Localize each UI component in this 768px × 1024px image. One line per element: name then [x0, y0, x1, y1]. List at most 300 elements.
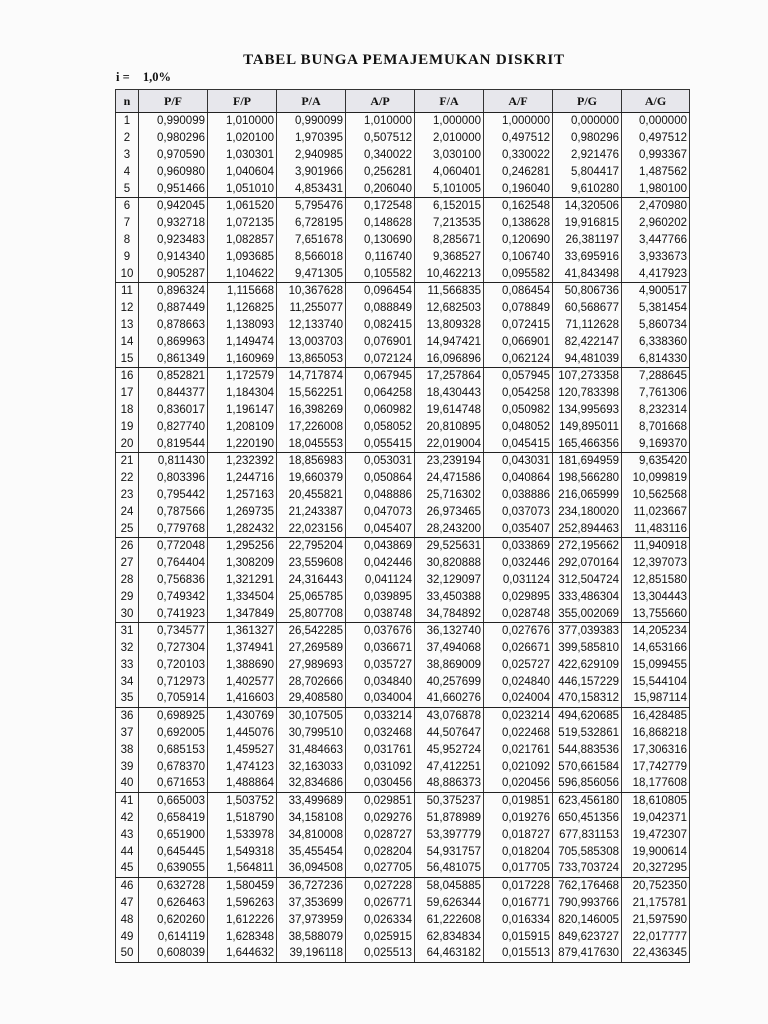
factor-cell: 446,157229	[553, 673, 622, 690]
factor-cell: 0,905287	[139, 265, 208, 282]
factor-cell: 0,053031	[346, 452, 415, 469]
period-cell: 43	[116, 826, 139, 843]
factor-cell: 0,990099	[139, 113, 208, 130]
factor-cell: 0,029895	[484, 588, 553, 605]
factor-cell: 0,942045	[139, 197, 208, 214]
factor-cell: 355,002069	[553, 605, 622, 622]
table-row	[116, 215, 690, 232]
factor-cell: 0,787566	[139, 503, 208, 520]
factor-cell: 0,914340	[139, 248, 208, 265]
factor-cell: 0,665003	[139, 792, 208, 809]
factor-cell: 26,381197	[553, 232, 622, 249]
factor-cell: 0,340022	[346, 147, 415, 164]
factor-cell: 1,533978	[208, 826, 277, 843]
factor-cell: 0,658419	[139, 810, 208, 827]
factor-cell: 1,347849	[208, 605, 277, 622]
factor-cell: 134,995693	[553, 402, 622, 419]
period-cell: 23	[116, 487, 139, 504]
factor-cell: 0,017228	[484, 877, 553, 894]
factor-cell: 71,112628	[553, 317, 622, 334]
factor-cell: 0,037073	[484, 503, 553, 520]
column-header: P/F	[139, 90, 208, 113]
factor-cell: 14,947421	[415, 333, 484, 350]
factor-cell: 21,597590	[622, 911, 690, 928]
factor-cell: 494,620685	[553, 707, 622, 724]
factor-cell: 820,146005	[553, 911, 622, 928]
factor-cell: 1,010000	[346, 113, 415, 130]
factor-cell: 1,564811	[208, 860, 277, 877]
table-row	[116, 555, 690, 572]
period-cell: 15	[116, 350, 139, 367]
period-cell: 48	[116, 911, 139, 928]
factor-cell: 0,026671	[484, 640, 553, 657]
factor-cell: 20,752350	[622, 877, 690, 894]
factor-cell: 0,016771	[484, 895, 553, 912]
period-cell: 45	[116, 860, 139, 877]
table-header-row	[116, 90, 690, 113]
factor-cell: 13,304443	[622, 588, 690, 605]
factor-cell: 2,470980	[622, 197, 690, 214]
period-cell: 1	[116, 113, 139, 130]
table-row	[116, 928, 690, 945]
factor-cell: 0,047073	[346, 503, 415, 520]
factor-cell: 24,471586	[415, 470, 484, 487]
factor-cell: 0,852821	[139, 367, 208, 384]
table-row	[116, 690, 690, 707]
factor-cell: 0,980296	[139, 130, 208, 147]
factor-cell: 0,020456	[484, 775, 553, 792]
factor-cell: 0,764404	[139, 555, 208, 572]
factor-cell: 16,428485	[622, 707, 690, 724]
factor-cell: 7,288645	[622, 367, 690, 384]
factor-cell: 17,257864	[415, 367, 484, 384]
factor-cell: 0,041124	[346, 572, 415, 589]
factor-cell: 25,716302	[415, 487, 484, 504]
factor-cell: 41,660276	[415, 690, 484, 707]
factor-cell: 19,900614	[622, 843, 690, 860]
column-header: F/P	[208, 90, 277, 113]
factor-cell: 13,865053	[277, 350, 346, 367]
factor-cell: 149,895011	[553, 418, 622, 435]
factor-cell: 0,727304	[139, 640, 208, 657]
factor-cell: 0,678370	[139, 758, 208, 775]
factor-cell: 12,851580	[622, 572, 690, 589]
factor-cell: 0,031092	[346, 758, 415, 775]
factor-cell: 677,831153	[553, 826, 622, 843]
factor-cell: 7,651678	[277, 232, 346, 249]
factor-cell: 0,756836	[139, 572, 208, 589]
factor-cell: 0,803396	[139, 470, 208, 487]
factor-cell: 1,308209	[208, 555, 277, 572]
factor-cell: 0,026771	[346, 895, 415, 912]
period-cell: 35	[116, 690, 139, 707]
factor-cell: 1,474123	[208, 758, 277, 775]
table-row	[116, 741, 690, 758]
factor-cell: 733,703724	[553, 860, 622, 877]
factor-cell: 0,000000	[622, 113, 690, 130]
factor-cell: 0,105582	[346, 265, 415, 282]
factor-cell: 22,436345	[622, 945, 690, 962]
factor-cell: 399,585810	[553, 640, 622, 657]
factor-cell: 0,021761	[484, 741, 553, 758]
factor-cell: 3,933673	[622, 248, 690, 265]
factor-cell: 19,614748	[415, 402, 484, 419]
factor-cell: 0,705914	[139, 690, 208, 707]
factor-cell: 0,086454	[484, 282, 553, 299]
factor-cell: 4,417923	[622, 265, 690, 282]
factor-cell: 37,494068	[415, 640, 484, 657]
table-row	[116, 673, 690, 690]
factor-cell: 24,316443	[277, 572, 346, 589]
factor-cell: 54,931757	[415, 843, 484, 860]
factor-cell: 623,456180	[553, 792, 622, 809]
period-cell: 40	[116, 775, 139, 792]
factor-cell: 2,921476	[553, 147, 622, 164]
table-row	[116, 792, 690, 809]
factor-cell: 252,894463	[553, 520, 622, 537]
factor-cell: 0,072415	[484, 317, 553, 334]
period-cell: 12	[116, 300, 139, 317]
factor-cell: 0,032446	[484, 555, 553, 572]
factor-cell: 25,807708	[277, 605, 346, 622]
factor-cell: 0,033869	[484, 537, 553, 554]
factor-cell: 0,034004	[346, 690, 415, 707]
factor-cell: 8,285671	[415, 232, 484, 249]
factor-cell: 0,066901	[484, 333, 553, 350]
factor-cell: 17,306316	[622, 741, 690, 758]
factor-cell: 10,099819	[622, 470, 690, 487]
period-cell: 2	[116, 130, 139, 147]
factor-cell: 59,626344	[415, 895, 484, 912]
table-row	[116, 725, 690, 742]
factor-cell: 29,525631	[415, 537, 484, 554]
period-cell: 6	[116, 197, 139, 214]
factor-cell: 1,282432	[208, 520, 277, 537]
factor-cell: 0,626463	[139, 895, 208, 912]
factor-cell: 0,016334	[484, 911, 553, 928]
factor-cell: 1,970395	[277, 130, 346, 147]
table-row	[116, 248, 690, 265]
table-row	[116, 163, 690, 180]
factor-cell: 292,070164	[553, 555, 622, 572]
factor-cell: 33,499689	[277, 792, 346, 809]
factor-cell: 0,034840	[346, 673, 415, 690]
factor-cell: 1,612226	[208, 911, 277, 928]
factor-cell: 12,682503	[415, 300, 484, 317]
factor-cell: 44,507647	[415, 725, 484, 742]
factor-cell: 0,072124	[346, 350, 415, 367]
factor-cell: 0,042446	[346, 555, 415, 572]
factor-cell: 0,017705	[484, 860, 553, 877]
factor-cell: 51,878989	[415, 810, 484, 827]
factor-cell: 0,741923	[139, 605, 208, 622]
table-row	[116, 895, 690, 912]
factor-cell: 0,980296	[553, 130, 622, 147]
factor-cell: 0,698925	[139, 707, 208, 724]
table-row	[116, 775, 690, 792]
factor-cell: 1,020100	[208, 130, 277, 147]
factor-cell: 4,900517	[622, 282, 690, 299]
factor-cell: 17,742779	[622, 758, 690, 775]
factor-cell: 422,629109	[553, 657, 622, 674]
factor-cell: 1,244716	[208, 470, 277, 487]
factor-cell: 1,184304	[208, 385, 277, 402]
table-row	[116, 945, 690, 962]
factor-cell: 31,484663	[277, 741, 346, 758]
period-cell: 13	[116, 317, 139, 334]
factor-cell: 18,177608	[622, 775, 690, 792]
factor-cell: 60,568677	[553, 300, 622, 317]
factor-cell: 1,321291	[208, 572, 277, 589]
factor-cell: 1,030301	[208, 147, 277, 164]
factor-cell: 58,045885	[415, 877, 484, 894]
factor-cell: 0,196040	[484, 180, 553, 197]
factor-cell: 762,176468	[553, 877, 622, 894]
factor-cell: 1,115668	[208, 282, 277, 299]
factor-cell: 1,172579	[208, 367, 277, 384]
factor-cell: 0,795442	[139, 487, 208, 504]
factor-cell: 64,463182	[415, 945, 484, 962]
factor-cell: 0,015513	[484, 945, 553, 962]
factor-cell: 35,455454	[277, 843, 346, 860]
factor-cell: 1,596263	[208, 895, 277, 912]
period-cell: 9	[116, 248, 139, 265]
factor-cell: 16,398269	[277, 402, 346, 419]
factor-cell: 3,901966	[277, 163, 346, 180]
factor-cell: 22,017777	[622, 928, 690, 945]
factor-cell: 50,806736	[553, 282, 622, 299]
factor-cell: 15,987114	[622, 690, 690, 707]
factor-cell: 12,397073	[622, 555, 690, 572]
factor-cell: 9,471305	[277, 265, 346, 282]
period-cell: 50	[116, 945, 139, 962]
factor-cell: 0,096454	[346, 282, 415, 299]
table-row	[116, 367, 690, 384]
factor-cell: 10,367628	[277, 282, 346, 299]
factor-cell: 19,042371	[622, 810, 690, 827]
factor-cell: 0,018727	[484, 826, 553, 843]
factor-cell: 10,462213	[415, 265, 484, 282]
table-row	[116, 758, 690, 775]
period-cell: 11	[116, 282, 139, 299]
factor-cell: 34,158108	[277, 810, 346, 827]
factor-cell: 0,024840	[484, 673, 553, 690]
factor-cell: 5,795476	[277, 197, 346, 214]
factor-cell: 0,019276	[484, 810, 553, 827]
factor-cell: 0,022468	[484, 725, 553, 742]
period-cell: 7	[116, 215, 139, 232]
factor-cell: 1,072135	[208, 215, 277, 232]
factor-cell: 0,028204	[346, 843, 415, 860]
factor-cell: 1,487562	[622, 163, 690, 180]
factor-cell: 1,160969	[208, 350, 277, 367]
factor-cell: 0,027705	[346, 860, 415, 877]
factor-cell: 0,923483	[139, 232, 208, 249]
factor-cell: 1,628348	[208, 928, 277, 945]
table-row	[116, 860, 690, 877]
factor-cell: 32,129097	[415, 572, 484, 589]
factor-cell: 849,623727	[553, 928, 622, 945]
factor-cell: 0,035727	[346, 657, 415, 674]
factor-cell: 12,133740	[277, 317, 346, 334]
period-cell: 32	[116, 640, 139, 657]
factor-cell: 1,295256	[208, 537, 277, 554]
factor-cell: 3,447766	[622, 232, 690, 249]
table-row	[116, 605, 690, 622]
factor-cell: 0,608039	[139, 945, 208, 962]
factor-cell: 23,239194	[415, 452, 484, 469]
period-cell: 4	[116, 163, 139, 180]
factor-cell: 0,031761	[346, 741, 415, 758]
factor-cell: 0,023214	[484, 707, 553, 724]
factor-cell: 1,361327	[208, 622, 277, 639]
factor-cell: 23,559608	[277, 555, 346, 572]
period-cell: 8	[116, 232, 139, 249]
table-row	[116, 503, 690, 520]
factor-cell: 7,213535	[415, 215, 484, 232]
factor-cell: 1,549318	[208, 843, 277, 860]
factor-cell: 0,019851	[484, 792, 553, 809]
table-row	[116, 402, 690, 419]
table-row	[116, 300, 690, 317]
factor-cell: 0,246281	[484, 163, 553, 180]
factor-cell: 650,451356	[553, 810, 622, 827]
factor-cell: 0,039895	[346, 588, 415, 605]
factor-cell: 0,025727	[484, 657, 553, 674]
period-cell: 41	[116, 792, 139, 809]
factor-cell: 28,702666	[277, 673, 346, 690]
factor-cell: 30,820888	[415, 555, 484, 572]
period-cell: 21	[116, 452, 139, 469]
factor-cell: 181,694959	[553, 452, 622, 469]
factor-cell: 377,039383	[553, 622, 622, 639]
factor-cell: 470,158312	[553, 690, 622, 707]
factor-cell: 0,130690	[346, 232, 415, 249]
factor-cell: 1,232392	[208, 452, 277, 469]
factor-cell: 0,028727	[346, 826, 415, 843]
table-row	[116, 826, 690, 843]
period-cell: 16	[116, 367, 139, 384]
factor-cell: 596,856056	[553, 775, 622, 792]
factor-cell: 34,810008	[277, 826, 346, 843]
factor-cell: 22,023156	[277, 520, 346, 537]
factor-cell: 18,045553	[277, 435, 346, 452]
factor-cell: 107,273358	[553, 367, 622, 384]
period-cell: 5	[116, 180, 139, 197]
factor-cell: 1,010000	[208, 113, 277, 130]
factor-cell: 38,869009	[415, 657, 484, 674]
factor-cell: 4,060401	[415, 163, 484, 180]
factor-cell: 1,040604	[208, 163, 277, 180]
factor-cell: 0,026334	[346, 911, 415, 928]
factor-cell: 40,257699	[415, 673, 484, 690]
factor-cell: 32,834686	[277, 775, 346, 792]
factor-cell: 0,206040	[346, 180, 415, 197]
factor-cell: 36,132740	[415, 622, 484, 639]
factor-cell: 0,082415	[346, 317, 415, 334]
factor-cell: 1,220190	[208, 435, 277, 452]
factor-cell: 0,645445	[139, 843, 208, 860]
factor-cell: 0,064258	[346, 385, 415, 402]
period-cell: 10	[116, 265, 139, 282]
factor-cell: 1,334504	[208, 588, 277, 605]
factor-cell: 19,916815	[553, 215, 622, 232]
period-cell: 31	[116, 622, 139, 639]
factor-cell: 0,030456	[346, 775, 415, 792]
period-cell: 26	[116, 537, 139, 554]
factor-cell: 0,932718	[139, 215, 208, 232]
factor-cell: 879,417630	[553, 945, 622, 962]
period-cell: 24	[116, 503, 139, 520]
factor-cell: 0,620260	[139, 911, 208, 928]
column-header: A/G	[622, 90, 690, 113]
factor-cell: 21,175781	[622, 895, 690, 912]
factor-cell: 0,058052	[346, 418, 415, 435]
factor-cell: 0,062124	[484, 350, 553, 367]
factor-cell: 82,422147	[553, 333, 622, 350]
factor-cell: 36,094508	[277, 860, 346, 877]
factor-cell: 1,388690	[208, 657, 277, 674]
factor-cell: 0,024004	[484, 690, 553, 707]
table-row	[116, 537, 690, 554]
table-row	[116, 265, 690, 282]
factor-cell: 33,450388	[415, 588, 484, 605]
factor-cell: 0,951466	[139, 180, 208, 197]
table-row	[116, 232, 690, 249]
period-cell: 49	[116, 928, 139, 945]
factor-cell: 1,257163	[208, 487, 277, 504]
factor-cell: 1,000000	[484, 113, 553, 130]
factor-cell: 0,050864	[346, 470, 415, 487]
factor-cell: 1,196147	[208, 402, 277, 419]
factor-cell: 0,048886	[346, 487, 415, 504]
factor-cell: 5,860734	[622, 317, 690, 334]
period-cell: 18	[116, 402, 139, 419]
factor-cell: 0,993367	[622, 147, 690, 164]
factor-cell: 11,255077	[277, 300, 346, 317]
factor-cell: 26,973465	[415, 503, 484, 520]
column-header: F/A	[415, 90, 484, 113]
factor-cell: 2,010000	[415, 130, 484, 147]
factor-cell: 0,043869	[346, 537, 415, 554]
factor-cell: 1,093685	[208, 248, 277, 265]
factor-cell: 14,320506	[553, 197, 622, 214]
factor-cell: 0,106740	[484, 248, 553, 265]
factor-cell: 5,101005	[415, 180, 484, 197]
factor-cell: 0,330022	[484, 147, 553, 164]
factor-cell: 0,018204	[484, 843, 553, 860]
factor-cell: 0,050982	[484, 402, 553, 419]
period-cell: 3	[116, 147, 139, 164]
factor-cell: 11,023667	[622, 503, 690, 520]
factor-cell: 0,749342	[139, 588, 208, 605]
factor-cell: 32,163033	[277, 758, 346, 775]
factor-cell: 0,038748	[346, 605, 415, 622]
factor-cell: 45,952724	[415, 741, 484, 758]
factor-cell: 1,459527	[208, 741, 277, 758]
factor-cell: 1,051010	[208, 180, 277, 197]
period-cell: 44	[116, 843, 139, 860]
factor-cell: 1,269735	[208, 503, 277, 520]
factor-cell: 5,381454	[622, 300, 690, 317]
factor-cell: 6,152015	[415, 197, 484, 214]
factor-cell: 570,661584	[553, 758, 622, 775]
table-row	[116, 487, 690, 504]
table-row	[116, 147, 690, 164]
factor-cell: 11,566835	[415, 282, 484, 299]
factor-cell: 519,532861	[553, 725, 622, 742]
factor-cell: 20,327295	[622, 860, 690, 877]
